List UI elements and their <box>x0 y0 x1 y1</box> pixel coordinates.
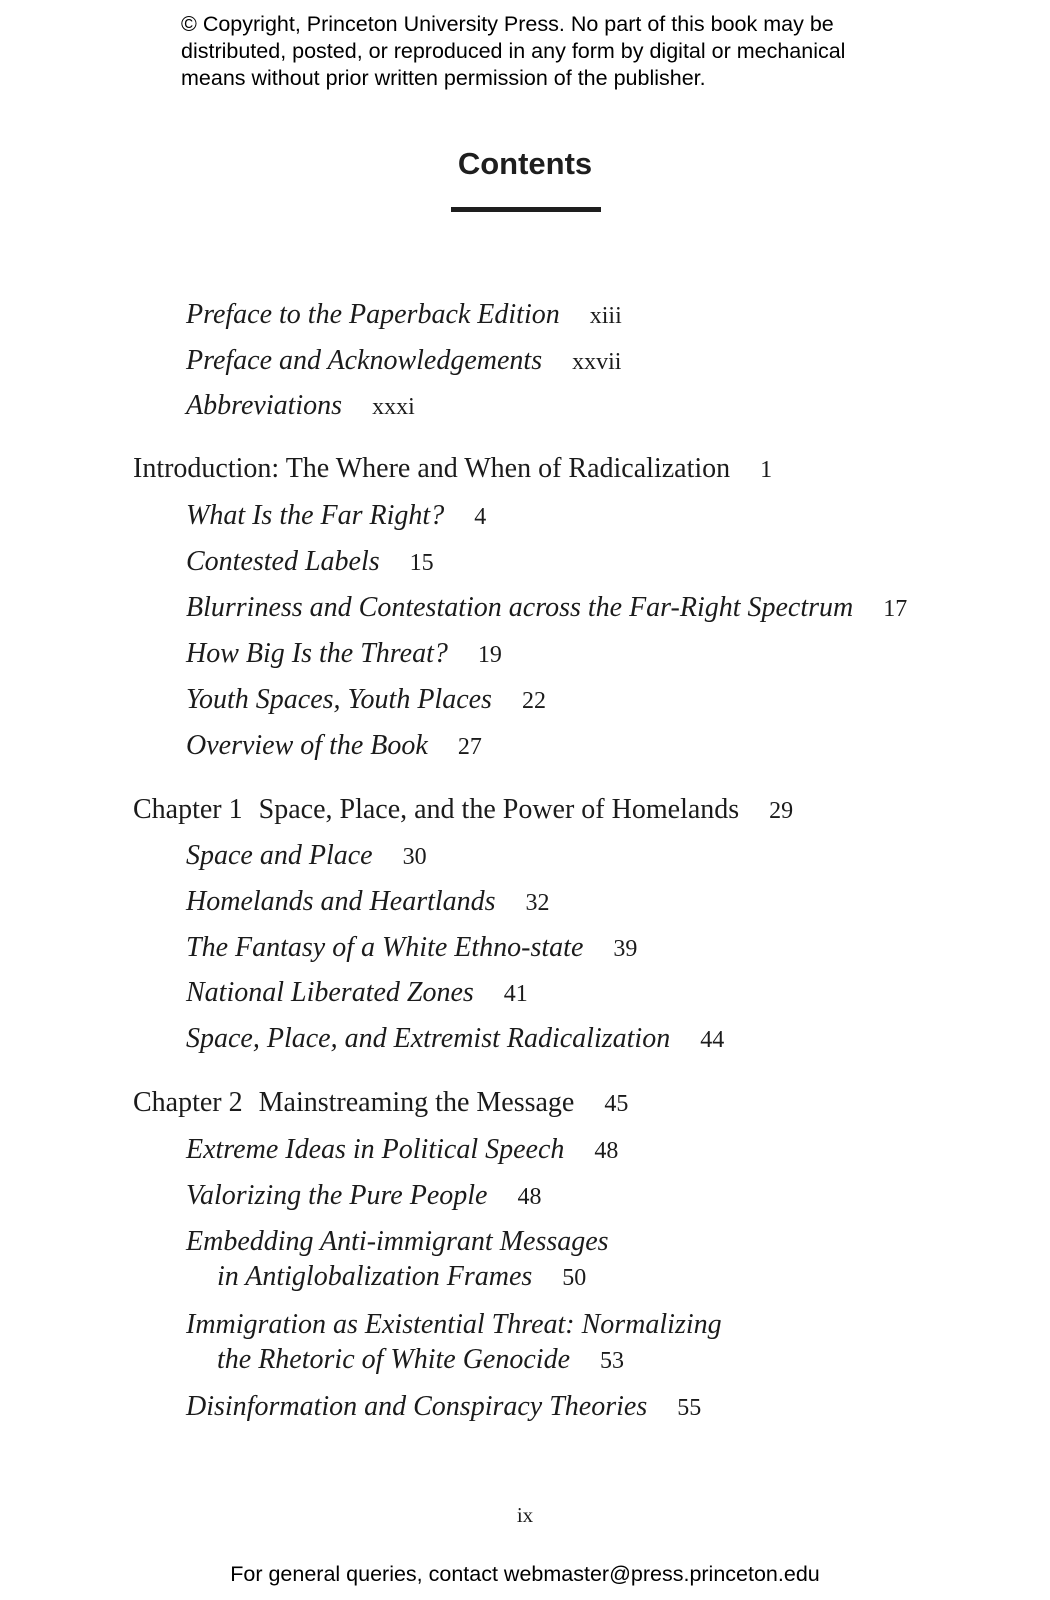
copyright-notice <box>181 11 941 92</box>
entry-page: 50 <box>562 1265 587 1291</box>
entry-page: 32 <box>525 890 550 916</box>
entry-title: Homelands and Heartlands <box>186 886 496 917</box>
entry-page: 45 <box>604 1091 629 1117</box>
entry-page: xxvii <box>572 349 622 375</box>
entry-page: 41 <box>503 981 528 1007</box>
toc-entry-section[interactable] <box>186 638 502 670</box>
toc-entry-section[interactable] <box>186 684 546 716</box>
toc-entry-section[interactable] <box>186 1180 541 1212</box>
toc-entry-section[interactable] <box>186 1309 722 1376</box>
toc-entry-section[interactable] <box>186 500 486 532</box>
toc-entry-chapter-2[interactable] <box>133 1087 628 1119</box>
copyright-line: means without prior written permission of the publisher. <box>181 66 706 90</box>
toc-entry-section[interactable] <box>186 1391 701 1423</box>
entry-title: What Is the Far Right? <box>186 500 445 531</box>
entry-page: 55 <box>677 1395 702 1421</box>
entry-title: Youth Spaces, Youth Places <box>186 684 492 715</box>
entry-page: 4 <box>474 504 487 530</box>
entry-title: Extreme Ideas in Political Speech <box>186 1134 565 1165</box>
entry-page: 48 <box>517 1184 542 1210</box>
entry-title: Space, Place, and the Power of Homelands <box>258 794 740 825</box>
toc-entry-introduction[interactable] <box>133 453 772 485</box>
entry-title: Preface and Acknowledgements <box>186 345 543 376</box>
toc-entry-section[interactable] <box>186 1134 618 1166</box>
entry-title: Preface to the Paperback Edition <box>186 299 560 330</box>
entry-title: Overview of the Book <box>186 730 428 761</box>
toc-entry-section[interactable] <box>186 1226 609 1293</box>
entry-title: Abbreviations <box>186 390 343 421</box>
chapter-label: Chapter 2 <box>133 1087 243 1118</box>
entry-page: 48 <box>594 1138 619 1164</box>
entry-page: 17 <box>883 596 908 622</box>
toc-entry-section[interactable] <box>186 1023 724 1055</box>
toc-entry-abbreviations[interactable] <box>186 390 415 422</box>
copyright-line: distributed, posted, or reproduced in any form by digital or mechanical <box>181 39 846 63</box>
toc-entry-section[interactable] <box>186 886 550 918</box>
toc-entry-section[interactable] <box>186 840 427 872</box>
toc-entry-section[interactable] <box>186 977 528 1009</box>
entry-page: 19 <box>477 642 502 668</box>
toc-entry-section[interactable] <box>186 932 637 964</box>
entry-page: 44 <box>700 1027 725 1053</box>
toc-entry-preface-acknowledgements[interactable] <box>186 345 621 377</box>
copyright-line: © Copyright, Princeton University Press. No part of this book may be <box>181 12 834 36</box>
contents-heading <box>0 146 1050 182</box>
entry-page: 30 <box>402 844 427 870</box>
entry-title-continued: the Rhetoric of White Genocide <box>217 1344 570 1375</box>
entry-title: The Fantasy of a White Ethno-state <box>186 932 584 963</box>
entry-title: National Liberated Zones <box>186 977 474 1008</box>
chapter-label: Chapter 1 <box>133 794 243 825</box>
entry-title: Embedding Anti-immigrant Messages <box>186 1226 609 1257</box>
toc-entry-section[interactable] <box>186 546 434 578</box>
entry-page: 29 <box>769 798 794 824</box>
footer-contact: For general queries, contact webmaster@press.princeton.edu <box>230 1562 820 1586</box>
title-underline <box>451 207 601 212</box>
entry-page: 39 <box>613 936 638 962</box>
page-title: Contents <box>457 146 593 181</box>
entry-title: Contested Labels <box>186 546 380 577</box>
toc-entry-preface-paperback[interactable] <box>186 299 622 331</box>
entry-title: Disinformation and Conspiracy Theories <box>186 1391 648 1422</box>
entry-title-continued: in Antiglobalization Frames <box>217 1261 533 1292</box>
entry-title: Space and Place <box>186 840 373 871</box>
entry-page: xxxi <box>372 394 415 420</box>
entry-page: xiii <box>589 303 622 329</box>
entry-page: 27 <box>457 734 482 760</box>
entry-page: 22 <box>521 688 546 714</box>
entry-title: Blurriness and Contestation across the Far-Right Spectrum <box>186 592 854 623</box>
toc-entry-section[interactable] <box>186 592 907 624</box>
entry-title: Introduction: The Where and When of Radicalization <box>133 453 731 484</box>
entry-page: 1 <box>760 457 773 483</box>
page-number: ix <box>516 1503 534 1527</box>
entry-title: Space, Place, and Extremist Radicalization <box>186 1023 671 1054</box>
toc-entry-chapter-1[interactable] <box>133 794 793 826</box>
entry-title: How Big Is the Threat? <box>186 638 448 669</box>
entry-title: Valorizing the Pure People <box>186 1180 488 1211</box>
entry-title: Mainstreaming the Message <box>258 1087 575 1118</box>
entry-page: 53 <box>600 1348 624 1374</box>
toc-entry-section[interactable] <box>186 730 482 762</box>
entry-title: Immigration as Existential Threat: Normalizing <box>186 1309 722 1340</box>
entry-page: 15 <box>409 550 434 576</box>
